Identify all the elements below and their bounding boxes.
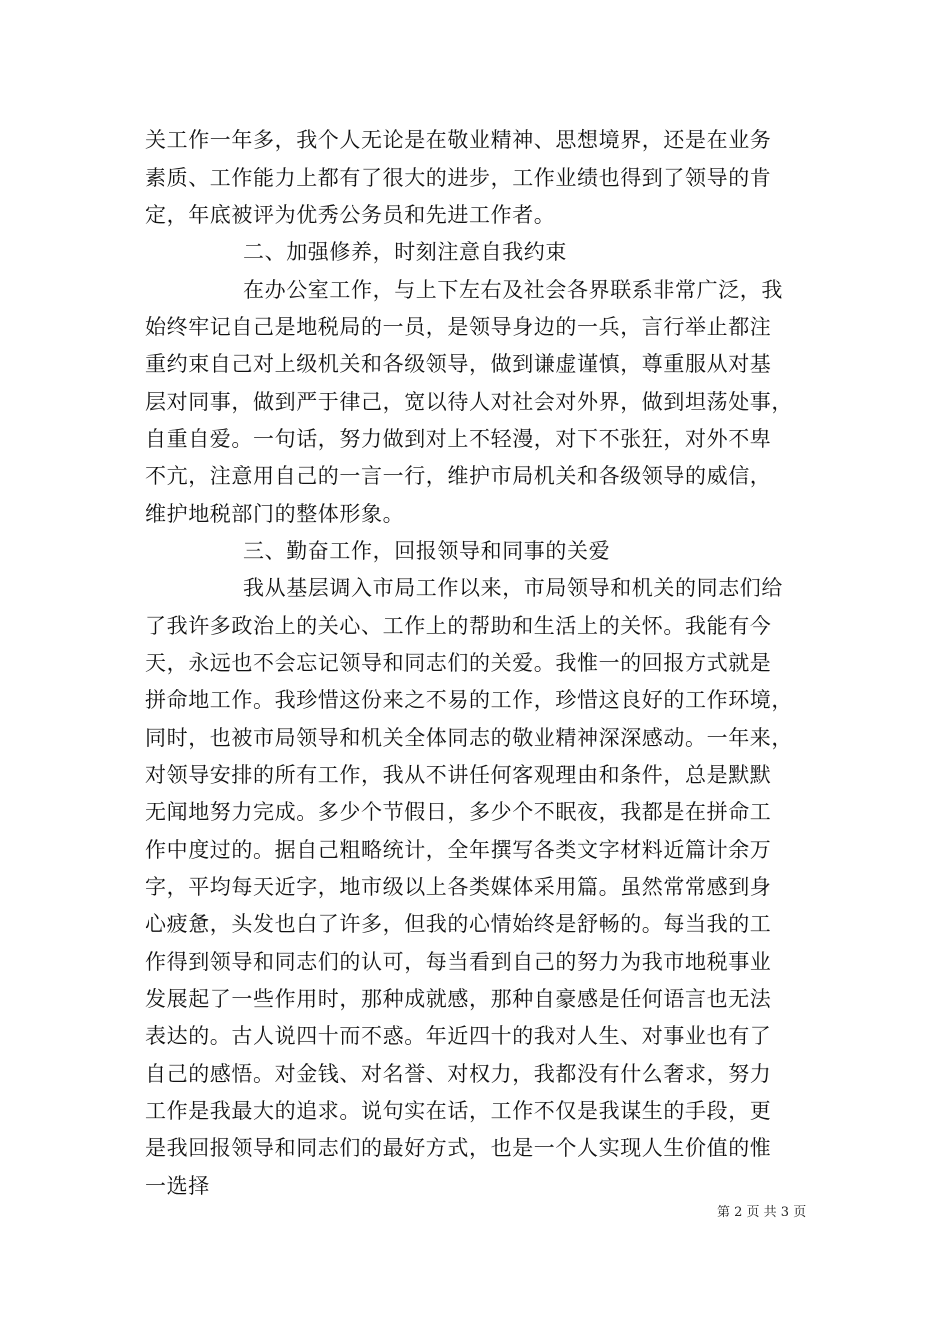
body-text-line: 同时，也被市局领导和机关全体同志的敬业精神深深感动。一年来，: [145, 726, 793, 750]
body-text-line: 在办公室工作，与上下左右及社会各界联系非常广泛，我: [243, 278, 783, 302]
body-text-line: 重约束自己对上级机关和各级领导，做到谦虚谨慎，尊重服从对基: [145, 352, 772, 376]
body-text-line: 表达的。古人说四十而不惑。年近四十的我对人生、对事业也有了: [145, 1024, 772, 1048]
body-text-line: 发展起了一些作用时，那种成就感，那种自豪感是任何语言也无法: [145, 987, 772, 1011]
body-text-line: 不亢，注意用自己的一言一行，维护市局机关和各级领导的威信，: [145, 464, 772, 488]
body-text-line: 层对同事，做到严于律己，宽以待人对社会对外界，做到坦荡处事，: [145, 390, 793, 414]
body-text-line: 自重自爱。一句话，努力做到对上不轻漫，对下不张狂，对外不卑: [145, 427, 772, 451]
body-text-line: 工作是我最大的追求。说句实在话，工作不仅是我谋生的手段，更: [145, 1099, 772, 1123]
body-text-line: 关工作一年多，我个人无论是在敬业精神、思想境界，还是在业务: [145, 128, 772, 152]
body-text-line: 定，年底被评为优秀公务员和先进工作者。: [145, 203, 556, 227]
section-heading: 二、加强修养，时刻注意自我约束: [243, 240, 567, 264]
page-number-footer: 第 2 页 共 3 页: [717, 1205, 807, 1220]
body-text-line: 心疲惫，头发也白了许多，但我的心情始终是舒畅的。每当我的工: [145, 912, 772, 936]
body-text-line: 始终牢记自己是地税局的一员，是领导身边的一兵，言行举止都注: [145, 315, 772, 339]
body-text-line: 是我回报领导和同志们的最好方式，也是一个人实现人生价值的惟: [145, 1136, 772, 1160]
section-heading: 三、勤奋工作，回报领导和同事的关爱: [243, 539, 611, 563]
body-text-line: 维护地税部门的整体形象。: [145, 502, 405, 526]
body-text-line: 我从基层调入市局工作以来，市局领导和机关的同志们给: [243, 576, 783, 600]
body-text-line: 拼命地工作。我珍惜这份来之不易的工作，珍惜这良好的工作环境，: [145, 688, 793, 712]
body-text-line: 一选择: [145, 1174, 210, 1198]
body-text-line: 作得到领导和同志们的认可，每当看到自己的努力为我市地税事业: [145, 950, 772, 974]
body-text-line: 作中度过的。据自己粗略统计，全年撰写各类文字材料近篇计余万: [145, 838, 772, 862]
body-text-line: 对领导安排的所有工作，我从不讲任何客观理由和条件，总是默默: [145, 763, 772, 787]
body-text-line: 天，永远也不会忘记领导和同志们的关爱。我惟一的回报方式就是: [145, 651, 772, 675]
body-text-line: 无闻地努力完成。多少个节假日，多少个不眠夜，我都是在拼命工: [145, 800, 772, 824]
body-text-line: 素质、工作能力上都有了很大的进步，工作业绩也得到了领导的肯: [145, 166, 772, 190]
body-text-line: 了我许多政治上的关心、工作上的帮助和生活上的关怀。我能有今: [145, 614, 772, 638]
body-text-line: 自己的感悟。对金钱、对名誉、对权力，我都没有什么奢求，努力: [145, 1062, 772, 1086]
body-text-line: 字，平均每天近字，地市级以上各类媒体采用篇。虽然常常感到身: [145, 875, 772, 899]
